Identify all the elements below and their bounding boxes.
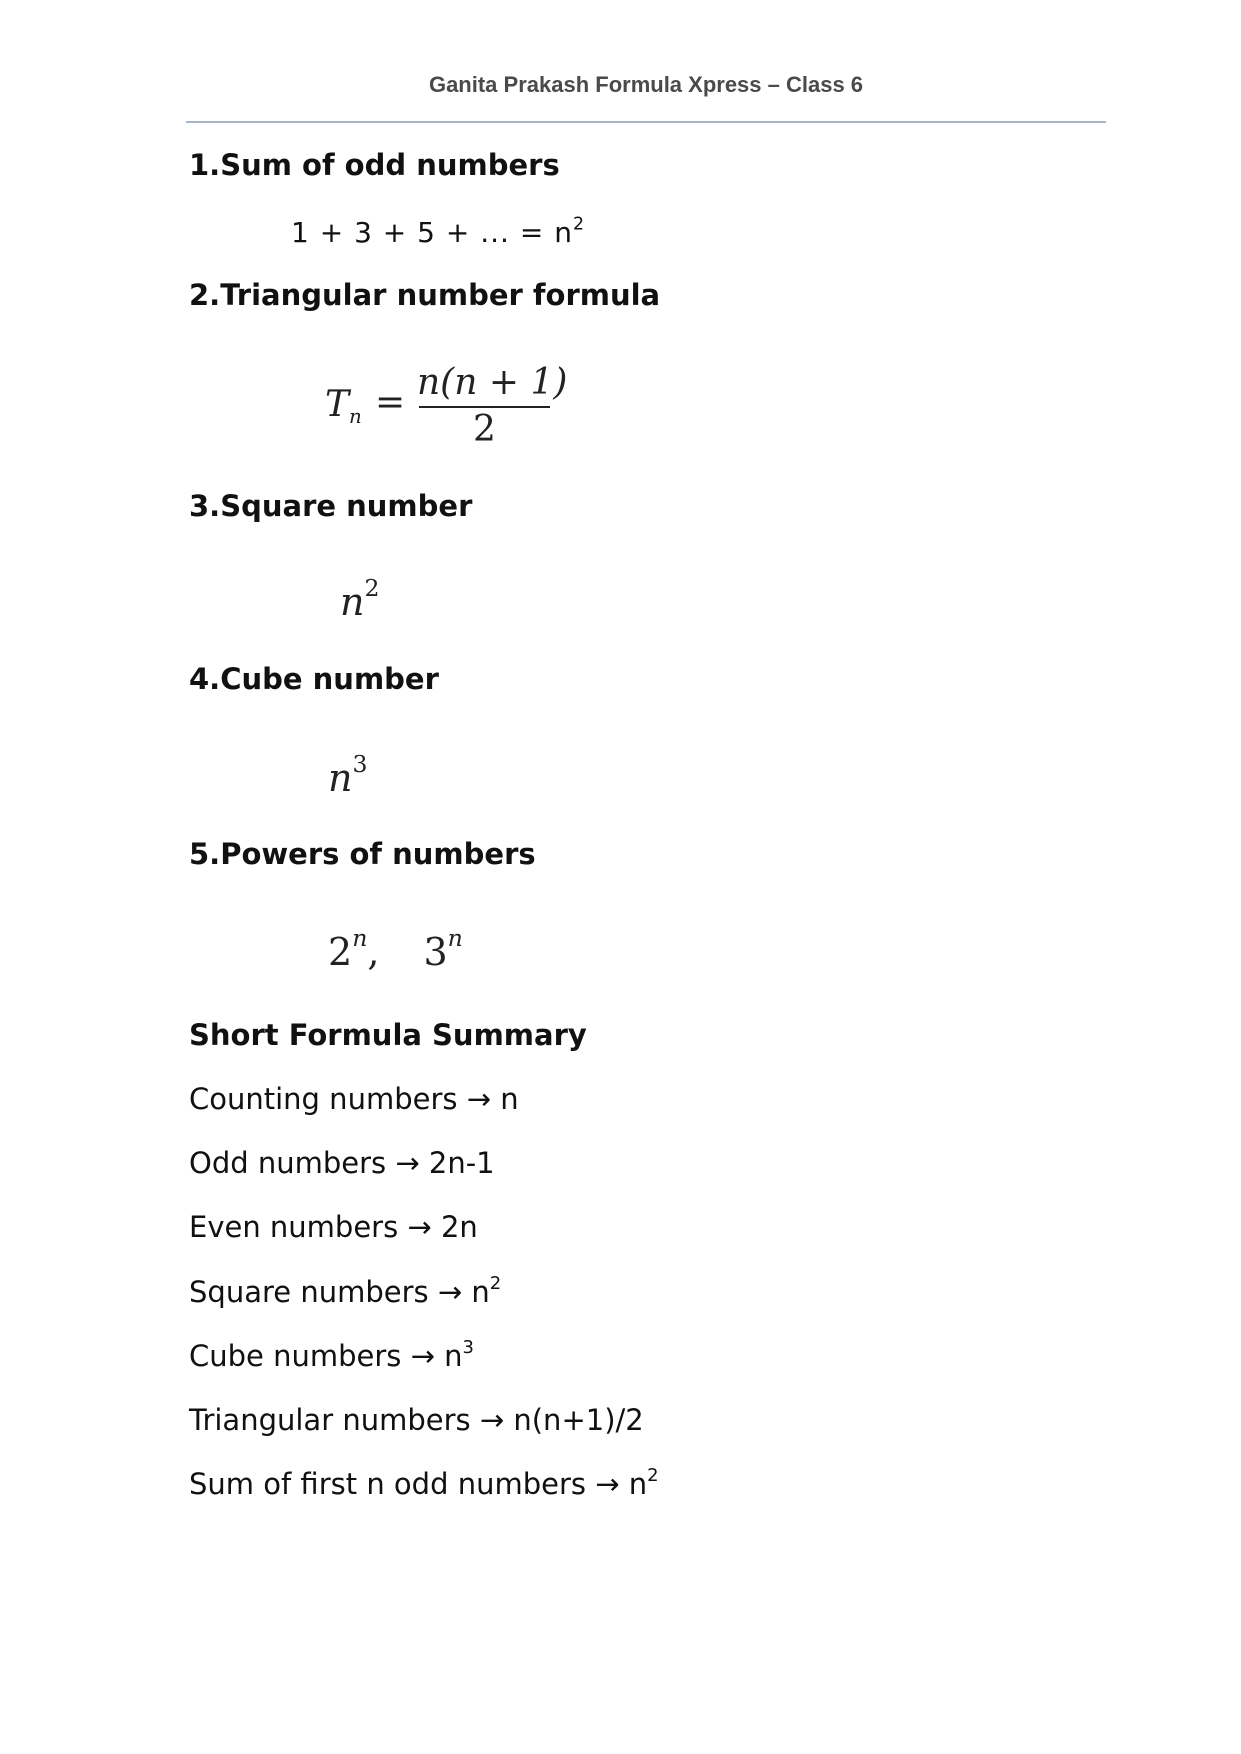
first-exponent: n <box>352 924 368 953</box>
exponent: 2 <box>364 574 380 603</box>
base: n <box>340 580 365 624</box>
summary-text: Even numbers → 2n <box>189 1210 478 1244</box>
summary-item <box>189 1275 501 1309</box>
fraction-denominator: 2 <box>473 409 496 450</box>
fraction-numerator: n(n + 1) <box>417 362 568 403</box>
summary-item <box>189 1146 495 1180</box>
section-heading-5 <box>189 837 536 871</box>
section-title: Powers of numbers <box>220 837 536 871</box>
summary-text: Cube numbers → n <box>189 1339 463 1373</box>
summary-item <box>189 1210 478 1244</box>
equals-sign: = <box>375 382 406 423</box>
odd-sum-formula <box>291 216 585 249</box>
section-heading-2 <box>189 278 660 312</box>
exponent: 3 <box>352 750 368 779</box>
section-title: Square number <box>220 489 473 523</box>
lhs-subscript: n <box>349 404 362 428</box>
section-title: Triangular number formula <box>220 278 661 312</box>
section-number: 2. <box>189 278 221 312</box>
summary-item <box>189 1467 659 1501</box>
first-base: 2 <box>328 930 353 974</box>
summary-exponent: 2 <box>647 1465 659 1487</box>
section-number: 4. <box>189 662 221 696</box>
summary-exponent: 2 <box>489 1273 502 1295</box>
section-heading-4 <box>189 662 439 696</box>
summary-item <box>189 1403 644 1437</box>
summary-text: Odd numbers → 2n-1 <box>189 1146 495 1180</box>
summary-text: Triangular numbers → n(n+1)/2 <box>189 1403 644 1437</box>
summary-exponent: 3 <box>462 1337 474 1359</box>
second-exponent: n <box>447 924 463 953</box>
formula-text: 1 + 3 + 5 + ... = n <box>291 216 573 249</box>
square-formula <box>340 574 380 624</box>
cube-formula <box>328 750 368 800</box>
summary-text: Square numbers → n <box>189 1275 490 1309</box>
formula-exponent: 2 <box>572 214 585 235</box>
base: n <box>328 756 353 800</box>
fraction <box>417 360 568 452</box>
powers-formula <box>328 924 463 974</box>
summary-text: Counting numbers → n <box>189 1082 519 1116</box>
section-title: Sum of odd numbers <box>220 148 560 182</box>
section-title: Cube number <box>220 662 439 696</box>
summary-item <box>189 1339 474 1373</box>
section-number: 5. <box>189 837 221 871</box>
second-base: 3 <box>423 930 448 974</box>
header-divider <box>186 121 1106 123</box>
separator: , <box>367 930 380 974</box>
page-header: Ganita Prakash Formula Xpress – Class 6 <box>428 72 864 97</box>
summary-text: Sum of first n odd numbers → n <box>189 1467 648 1501</box>
lhs-symbol: T <box>325 384 350 425</box>
section-heading-1 <box>189 148 560 182</box>
formula-lhs <box>325 384 362 428</box>
section-heading-3 <box>189 489 472 523</box>
section-number: 3. <box>189 489 221 523</box>
summary-heading: Short Formula Summary <box>189 1018 587 1052</box>
summary-item <box>189 1082 519 1116</box>
section-number: 1. <box>189 148 221 182</box>
